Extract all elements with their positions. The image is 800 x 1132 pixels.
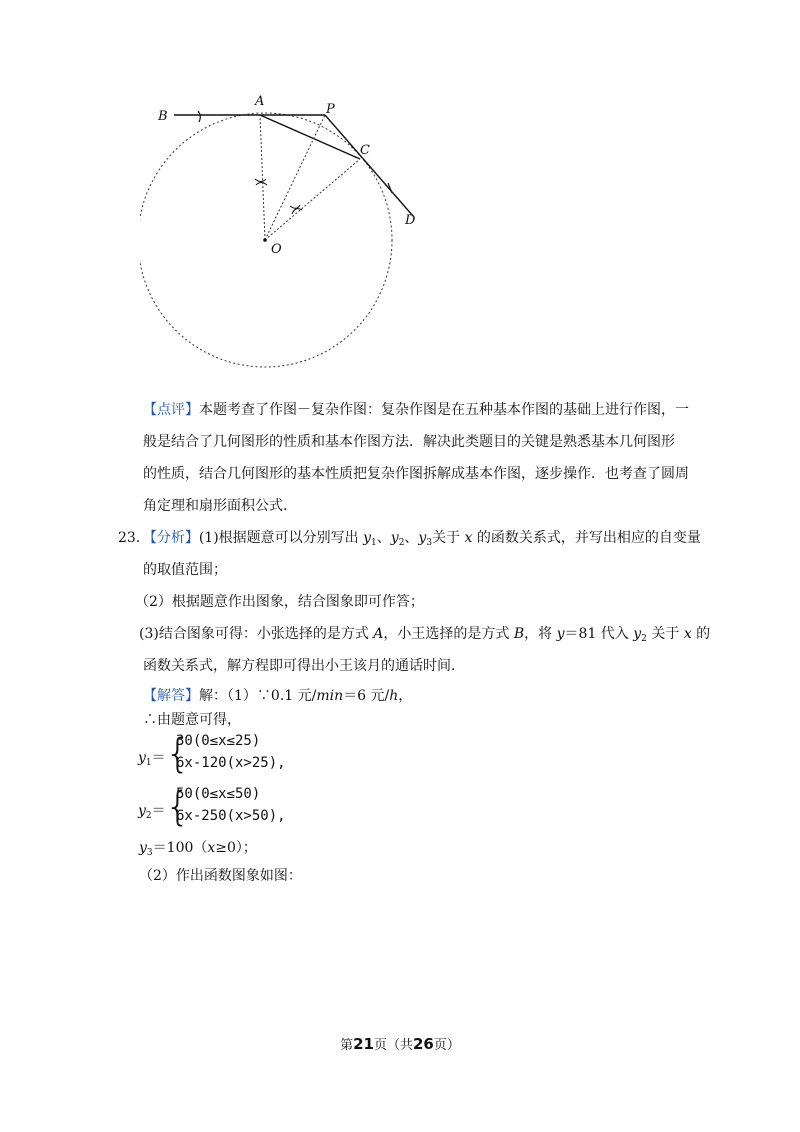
page-footer: 第21页（共26页） xyxy=(340,1035,460,1053)
analysis-tag: 【分析】 xyxy=(149,530,199,546)
comment-tag: 【点评】 xyxy=(143,402,199,418)
therefore-line: ∴由题意可得， xyxy=(143,712,241,728)
center-point-o xyxy=(263,238,267,242)
comment-line-2: 般是结合了几何图形的性质和基本作图方法．解决此类题目的关键是熟悉基本几何图形 xyxy=(143,434,675,450)
part-2-line: （2）作出函数图象如图： xyxy=(139,868,302,884)
q23-analysis-line-1: 23．【分析】(1)根据题意可以分别写出 $y_1$、$y_2$、$y_3$关于 x 的函数关系式，并写出相应的自变量 xyxy=(118,530,701,548)
comment-line-4: 角定理和扇形面积公式． xyxy=(143,498,297,514)
y1-piecewise: $y_1=$ { 30(0≤x≤25) 6x-120(x>25), xyxy=(138,731,286,777)
circle-construction-diagram xyxy=(140,88,440,378)
q23-analysis-line-2: 的取值范围； xyxy=(143,562,227,578)
geometry-figure xyxy=(140,88,440,378)
line-pd xyxy=(325,115,413,216)
q23-analysis-part-3: (3)结合图象可得：小张选择的是方式 A，小王选择的是方式 B，将 y＝81 代入 $y_2$ 关于 x 的 xyxy=(139,626,711,644)
y1-case-2: 6x-120(x>25), xyxy=(176,755,286,771)
segment-oc xyxy=(265,159,360,240)
segment-op xyxy=(265,115,325,240)
label-p: P xyxy=(326,102,335,117)
left-brace: { xyxy=(165,731,191,777)
comment-line-1: 【点评】本题考查了作图－复杂作图：复杂作图是在五种基本作图的基础上进行作图，一 xyxy=(143,402,689,418)
page-number: 21 xyxy=(353,1035,374,1053)
page-total: 26 xyxy=(413,1035,434,1053)
arc-mark-oa xyxy=(255,179,267,185)
label-d: D xyxy=(405,213,416,228)
q23-analysis-part-3-cont: 函数关系式，解方程即可得出小王该月的通话时间． xyxy=(143,658,465,674)
label-c: C xyxy=(360,143,370,158)
label-o: O xyxy=(271,242,282,257)
y1-case-1: 30(0≤x≤25) xyxy=(176,733,261,749)
arc-mark-b xyxy=(198,111,200,122)
arc-mark-oc xyxy=(290,205,302,214)
y2-case-2: 6x-250(x>50), xyxy=(176,808,286,824)
y2-case-1: 50(0≤x≤50) xyxy=(176,786,261,802)
label-b: B xyxy=(158,109,168,124)
comment-line-3: 的性质，结合几何图形的基本性质把复杂作图拆解成基本作图，逐步操作．也考查了圆周 xyxy=(143,466,689,482)
q23-solution-line-1: 【解答】解：（1）∵0.1 元/min＝6 元/h， xyxy=(143,688,413,704)
y3-equation: $y_3=100(x\ge 0)$； xyxy=(139,840,257,858)
label-a: A xyxy=(255,94,265,109)
solution-tag: 【解答】 xyxy=(143,688,199,704)
left-brace: { xyxy=(165,784,191,830)
q23-analysis-part-2: （2）根据题意作出图象，结合图象即可作答； xyxy=(135,594,424,610)
y2-piecewise: $y_2=$ { 50(0≤x≤50) 6x-250(x>50), xyxy=(138,784,286,830)
q23-number: 23． xyxy=(118,530,150,546)
segment-oa xyxy=(260,115,265,240)
